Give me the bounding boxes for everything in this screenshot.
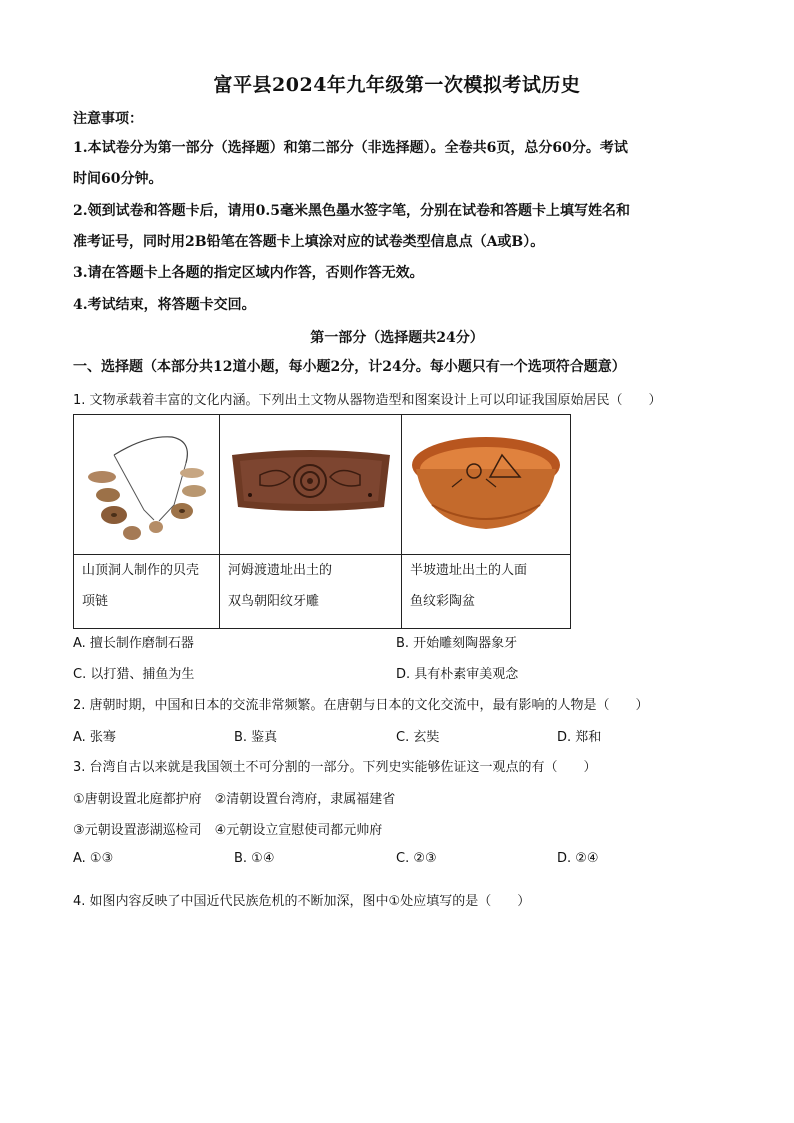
part1-heading: 第一部分（选择题共24分） xyxy=(310,330,484,346)
ivory-carving-icon xyxy=(220,415,401,550)
artifact-image-cell xyxy=(220,415,402,555)
exam-title: 富平县2024年九年级第一次模拟考试历史 xyxy=(213,74,581,96)
question-2-stem: 2. 唐朝时期，中国和日本的交流非常频繁。在唐朝与日本的文化交流中，最有影响的人物是（ ） xyxy=(73,698,649,713)
q3-statement-line-2: ③元朝设置澎湖巡检司 ④元朝设立宣慰使司都元帅府 xyxy=(73,823,383,838)
artifact-caption: 山顶洞人制作的贝壳 项链 xyxy=(74,555,220,629)
artifact-image-cell xyxy=(74,415,220,555)
notice-heading: 注意事项： xyxy=(73,111,143,127)
artifact-image-cell xyxy=(402,415,571,555)
section1-heading: 一、选择题（本部分共12道小题，每小题2分，计24分。每小题只有一个选项符合题意） xyxy=(73,359,626,375)
q1-option-a[interactable]: A. 擅长制作磨制石器 xyxy=(73,636,194,651)
painted-pottery-basin-icon xyxy=(402,415,570,550)
q2-option-b[interactable]: B. 鉴真 xyxy=(234,730,278,745)
q2-option-c[interactable]: C. 玄奘 xyxy=(396,730,440,745)
notice-item-4: 4.考试结束，将答题卡交回。 xyxy=(73,297,256,313)
shell-necklace-icon xyxy=(74,415,219,550)
q3-option-b[interactable]: B. ①④ xyxy=(234,851,275,866)
notice-item-1: 1.本试卷分为第一部分（选择题）和第二部分（非选择题）。全卷共6页，总分60分。考试 时间60分钟。 xyxy=(73,140,628,187)
artifact-table xyxy=(73,414,571,629)
notice-item-2: 2.领到试卷和答题卡后，请用0.5毫米黑色墨水签字笔，分别在试卷和答题卡上填写姓名和 准考证号，同时用2B铅笔在答题卡上填涂对应的试卷类型信息点（A或B）。 xyxy=(73,203,630,250)
notice-item-3: 3.请在答题卡上各题的指定区域内作答，否则作答无效。 xyxy=(73,265,424,281)
q3-option-c[interactable]: C. ②③ xyxy=(396,851,437,866)
artifact-caption: 半坡遗址出土的人面 鱼纹彩陶盆 xyxy=(402,555,571,629)
q1-option-d[interactable]: D. 具有朴素审美观念 xyxy=(396,667,519,682)
question-4-stem: 4. 如图内容反映了中国近代民族危机的不断加深，图中①处应填写的是（ ） xyxy=(73,894,531,909)
question-1-stem: 1. 文物承载着丰富的文化内涵。下列出土文物从器物造型和图案设计上可以印证我国原始居民（ ） xyxy=(73,393,662,408)
q1-option-c[interactable]: C. 以打猎、捕鱼为生 xyxy=(73,667,195,682)
q3-option-d[interactable]: D. ②④ xyxy=(557,851,599,866)
question-3-stem: 3. 台湾自古以来就是我国领土不可分割的一部分。下列史实能够佐证这一观点的有（ ） xyxy=(73,760,597,775)
q1-option-b[interactable]: B. 开始雕刻陶器象牙 xyxy=(396,636,518,651)
q2-option-d[interactable]: D. 郑和 xyxy=(557,730,602,745)
artifact-caption: 河姆渡遗址出土的 双鸟朝阳纹牙雕 xyxy=(220,555,402,629)
q3-statement-line-1: ①唐朝设置北庭都护府 ②清朝设置台湾府，隶属福建省 xyxy=(73,792,396,807)
q3-option-a[interactable]: A. ①③ xyxy=(73,851,114,866)
q2-option-a[interactable]: A. 张骞 xyxy=(73,730,116,745)
